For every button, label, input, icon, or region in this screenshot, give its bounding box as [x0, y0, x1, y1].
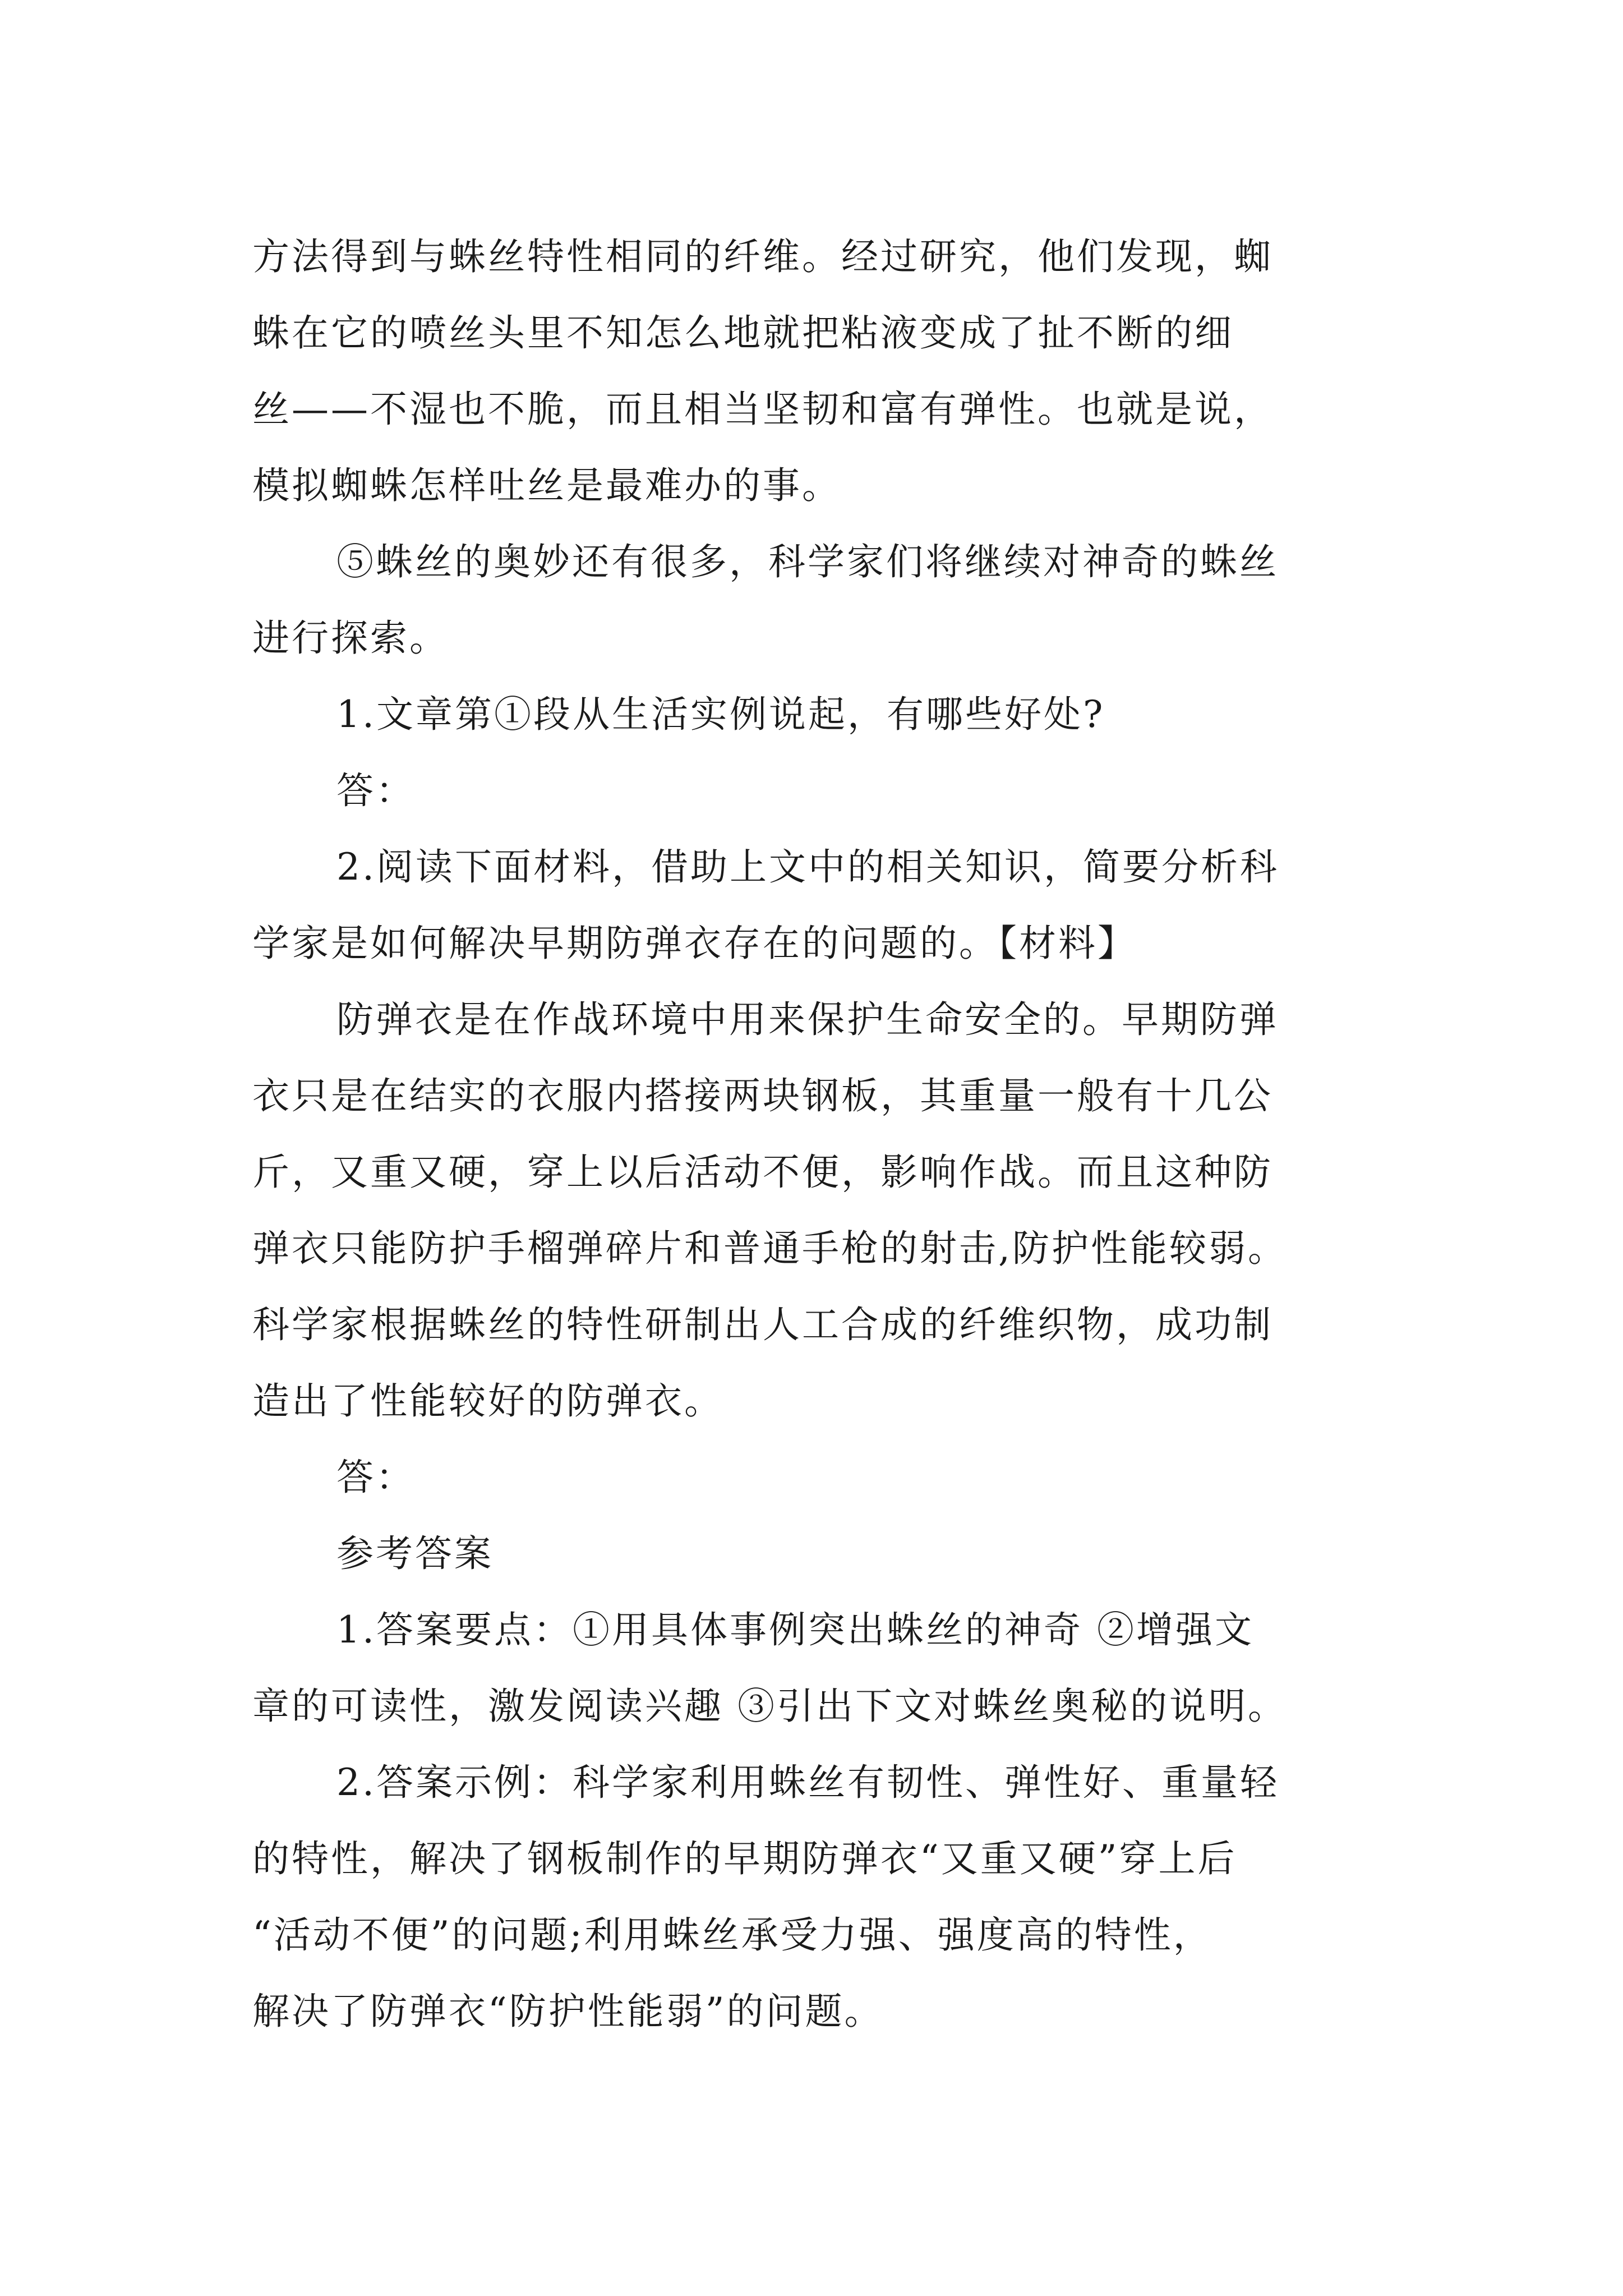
text-line: “活动不便”的问题;利用蛛丝承受力强、强度高的特性，	[252, 1913, 1212, 1957]
reference-answer-2	[252, 1745, 1396, 2050]
question-text: 2.阅读下面材料，借助上文中的相关知识，简要分析科	[336, 845, 1279, 889]
text-line: 斤，又重又硬，穿上以后活动不便，影响作战。而且这种防	[252, 1151, 1273, 1194]
answer-label: 答：	[336, 769, 415, 812]
text-line: 的特性，解决了钢板制作的早期防弹衣“又重又硬”穿上后	[252, 1837, 1237, 1880]
text-line: 1.答案要点：①用具体事例突出蛛丝的神奇 ②增强文	[336, 1608, 1254, 1651]
text-line: 2.答案示例：科学家利用蛛丝有韧性、弹性好、重量轻	[336, 1761, 1279, 1804]
section-heading: 参考答案	[336, 1532, 494, 1575]
text-line: 造出了性能较好的防弹衣。	[252, 1379, 723, 1423]
material-paragraph	[252, 982, 1396, 1439]
paragraph-5	[252, 524, 1396, 677]
text-line: 防弹衣是在作战环境中用来保护生命安全的。早期防弹	[336, 998, 1279, 1041]
text-line: 模拟蜘蛛怎样吐丝是最难办的事。	[252, 464, 841, 507]
answer-label: 答：	[336, 1456, 415, 1499]
text-line: 方法得到与蛛丝特性相同的纤维。经过研究，他们发现，蜘	[252, 235, 1273, 278]
text-line: 解决了防弹衣“防护性能弱”的问题。	[252, 1990, 884, 2033]
text-line: ⑤蛛丝的奥妙还有很多，科学家们将继续对神奇的蛛丝	[336, 540, 1279, 583]
text-line: 章的可读性，激发阅读兴趣 ③引出下文对蛛丝奥秘的说明。	[252, 1685, 1287, 1728]
question-text: 1.文章第①段从生活实例说起，有哪些好处?	[336, 693, 1105, 736]
text-line: 衣只是在结实的衣服内搭接两块钢板，其重量一般有十几公	[252, 1074, 1273, 1117]
text-line: 弹衣只能防护手榴弹碎片和普通手枪的射击,防护性能较弱。	[252, 1227, 1287, 1270]
paragraph-spider-silk-simulation	[252, 219, 1396, 524]
text-line: 丝——不湿也不脆，而且相当坚韧和富有弹性。也就是说，	[252, 388, 1273, 431]
text-line: 科学家根据蛛丝的特性研制出人工合成的纤维织物，成功制	[252, 1303, 1273, 1346]
reference-answer-1	[252, 1592, 1396, 1745]
question-2	[252, 829, 1396, 982]
answer-label-2	[252, 1439, 1396, 1516]
question-text: 学家是如何解决早期防弹衣存在的问题的。【材料】	[252, 922, 1137, 965]
question-1	[252, 677, 1396, 753]
document-body	[252, 219, 1396, 2050]
text-line: 进行探索。	[252, 616, 449, 660]
reference-answer-heading	[252, 1516, 1396, 1592]
answer-label-1	[252, 753, 1396, 829]
text-line: 蛛在它的喷丝头里不知怎么地就把粘液变成了扯不断的细	[252, 311, 1234, 355]
